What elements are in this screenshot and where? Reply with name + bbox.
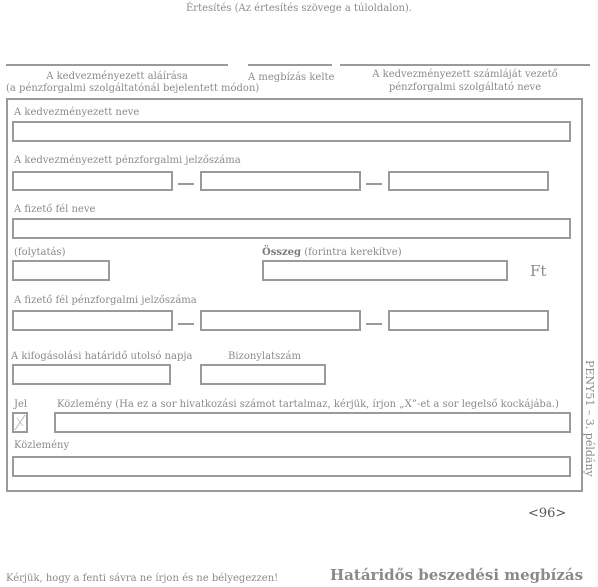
payer-account-part-1[interactable] — [12, 310, 173, 331]
remittance-note-label: Közlemény (Ha ez a sor hivatkozási számot tartalmaz, kérjük, írjon „X”-et a sor legelső kockájába.) — [57, 399, 559, 410]
beneficiary-name-field[interactable] — [12, 121, 571, 142]
beneficiary-name-label: A kedvezményezett neve — [14, 107, 140, 118]
bank-line — [340, 64, 590, 66]
document-number-label: Bizonylatszám — [228, 351, 301, 362]
signature-line — [6, 64, 228, 66]
deadline-label: A kifogásolási határidő utolsó napja — [11, 351, 193, 362]
beneficiary-account-part-2[interactable] — [200, 171, 361, 191]
payer-account-part-3[interactable] — [388, 310, 549, 331]
currency-label: Ft — [530, 262, 547, 280]
remittance-reference-field[interactable] — [54, 412, 571, 433]
account-separator — [366, 183, 382, 185]
account-separator — [178, 323, 194, 325]
signature-label: A kedvezményezett aláírása — [46, 71, 188, 82]
signature-label-note: (a pénzforgalmi szolgáltatónál bejelentett módon) — [6, 83, 260, 94]
remittance-field[interactable] — [12, 456, 571, 477]
payer-account-label: A fizető fél pénzforgalmi jelzőszáma — [14, 295, 197, 306]
date-line — [248, 64, 332, 66]
beneficiary-account-part-1[interactable] — [12, 171, 173, 191]
form-code: <96> — [528, 506, 567, 521]
side-copy-text: PENY51 – 3. példány — [583, 360, 596, 477]
beneficiary-account-part-3[interactable] — [388, 171, 549, 191]
reference-mark-checkbox[interactable] — [12, 412, 28, 433]
cross-mark-icon — [14, 414, 26, 431]
remittance-label: Közlemény — [14, 440, 70, 451]
amount-label-rest: (forintra kerekítve) — [301, 247, 402, 258]
continuation-label: (folytatás) — [14, 247, 66, 258]
amount-field[interactable] — [262, 260, 508, 281]
bank-label-2: pénzforgalmi szolgáltató neve — [388, 82, 542, 93]
account-separator — [366, 323, 382, 325]
beneficiary-account-label: A kedvezményezett pénzforgalmi jelzőszáma — [14, 155, 241, 166]
mark-label: Jel — [14, 399, 28, 410]
continuation-field[interactable] — [12, 260, 110, 281]
amount-label — [262, 247, 402, 259]
document-number-field[interactable] — [200, 364, 326, 385]
deadline-field[interactable] — [12, 364, 171, 385]
footer-instruction: Kérjük, hogy a fenti sávra ne írjon és ne bélyegezzen! — [6, 573, 279, 584]
bank-label: A kedvezményezett számláját vezető — [372, 69, 558, 80]
form-title: Határidős beszedési megbízás — [330, 566, 584, 584]
date-label: A megbízás kelte — [248, 72, 335, 83]
payer-account-part-2[interactable] — [200, 310, 361, 331]
top-notice: Értesítés (Az értesítés szövege a túloldalon). — [186, 3, 412, 14]
account-separator — [178, 183, 194, 185]
payer-name-label: A fizető fél neve — [14, 204, 96, 215]
payer-name-field[interactable] — [12, 218, 571, 239]
amount-label-bold: Összeg — [262, 247, 302, 258]
